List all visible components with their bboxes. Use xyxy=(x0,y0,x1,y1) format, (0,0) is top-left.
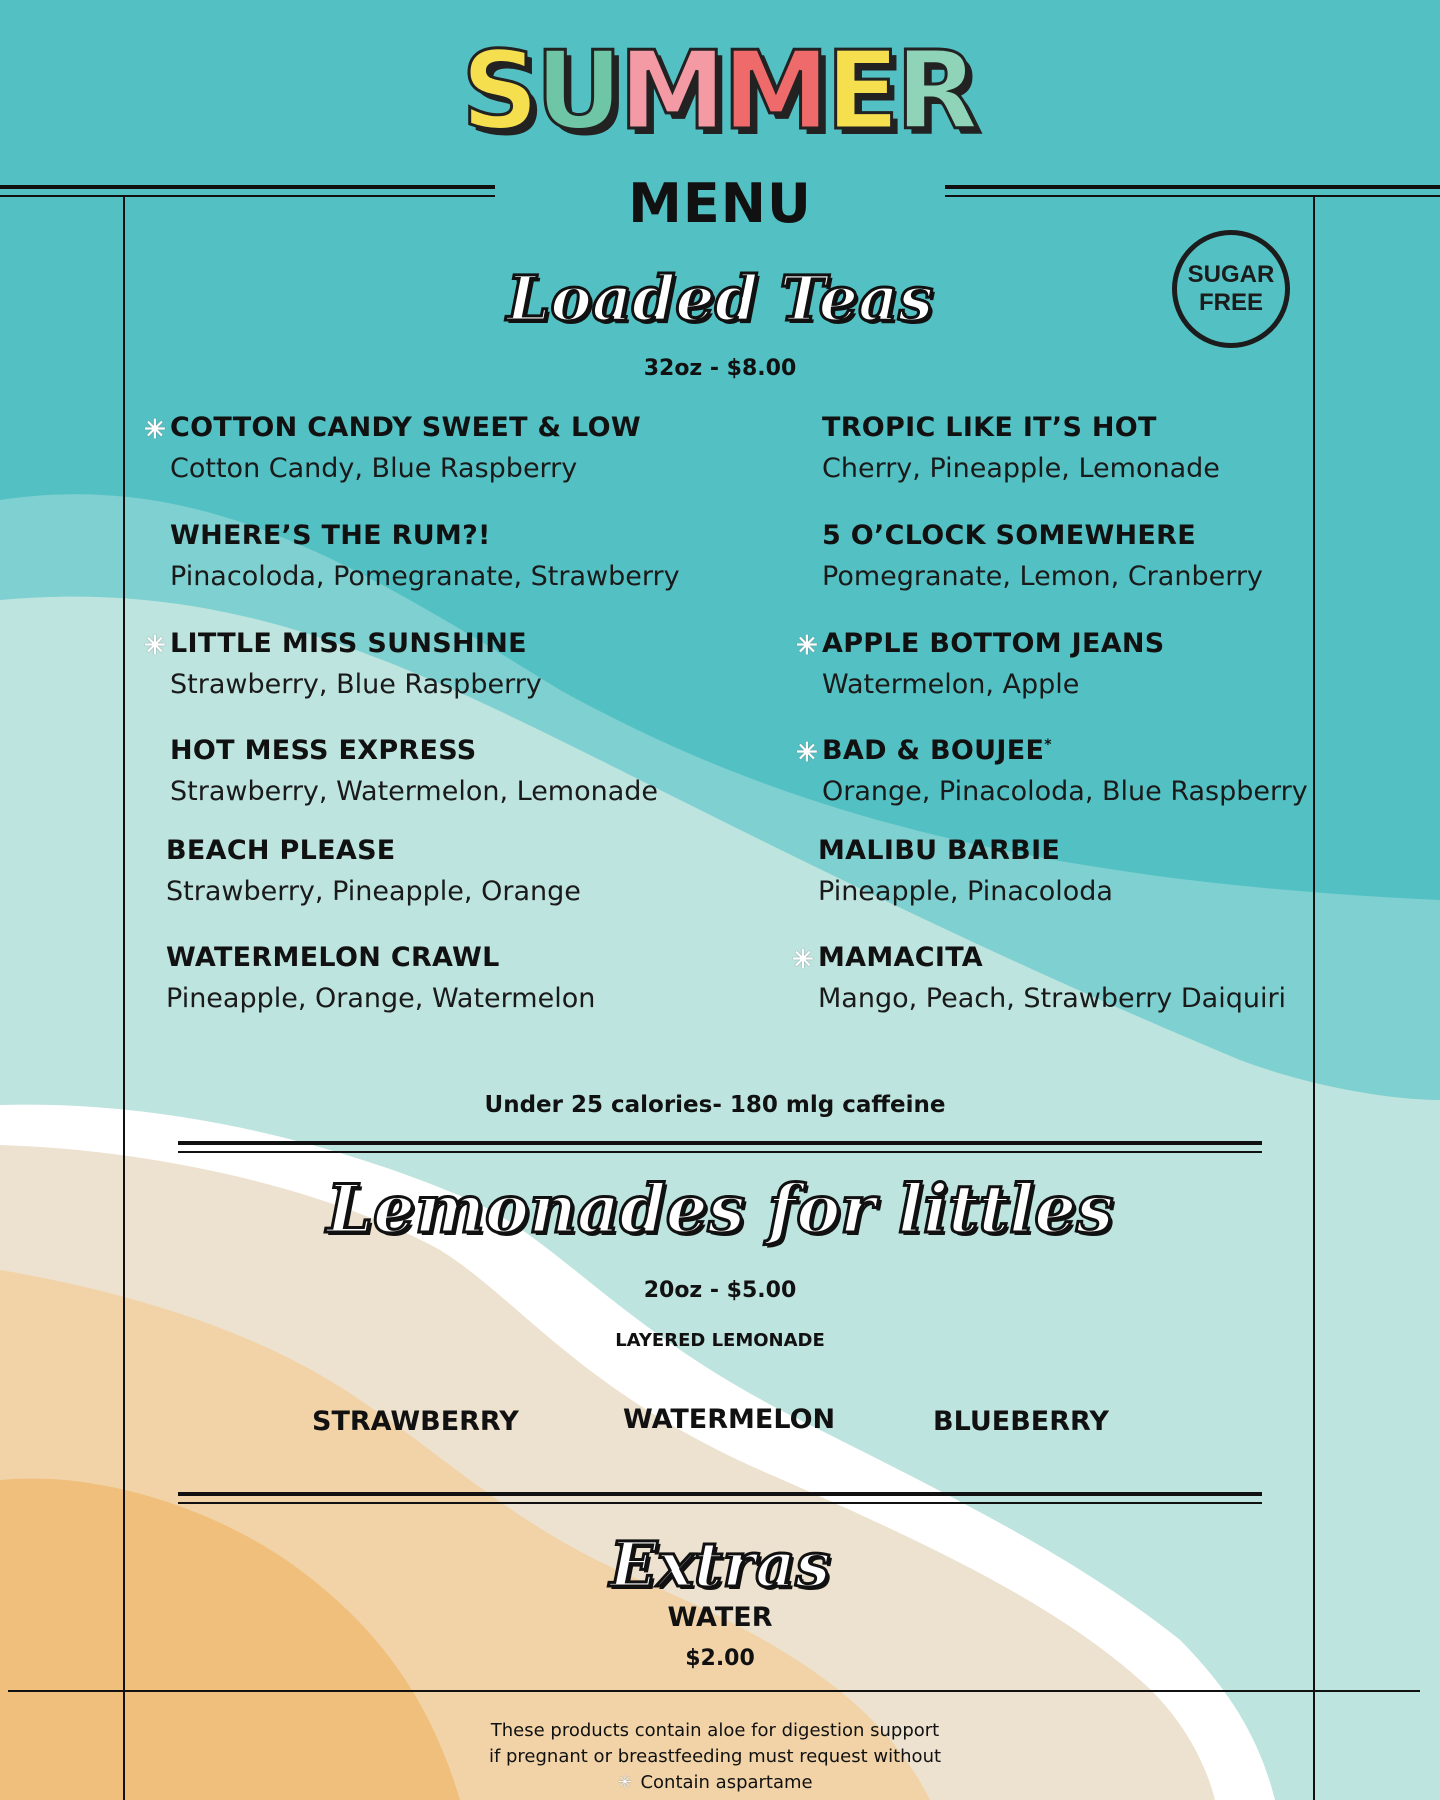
flavor-strawberry: STRAWBERRY xyxy=(312,1406,519,1437)
item-name: MAMACITA xyxy=(818,942,984,973)
item-desc: Orange, Pinacoloda, Blue Raspberry xyxy=(822,776,1308,807)
aspartame-star-icon: ✳ xyxy=(144,414,166,444)
footer-line2: if pregnant or breastfeeding must request without xyxy=(488,1746,942,1768)
menu-item xyxy=(796,735,1308,807)
title-letter: M xyxy=(618,29,727,154)
item-name: TROPIC LIKE IT’S HOT xyxy=(822,412,1157,443)
title-letter: U xyxy=(535,29,623,154)
extras-heading: Extras xyxy=(609,1528,831,1601)
menu-item xyxy=(796,628,1165,700)
footer-line3-row xyxy=(0,1770,1430,1796)
lemonades-price: 20oz - $5.00 xyxy=(643,1278,797,1303)
footer-line1: These products contain aloe for digestion support xyxy=(490,1720,940,1741)
menu-item xyxy=(170,520,680,592)
menu-item xyxy=(822,520,1263,592)
item-desc: Pineapple, Pinacoloda xyxy=(818,876,1113,907)
extras-item: WATER xyxy=(667,1602,773,1633)
divider-1-thin xyxy=(178,1151,1262,1153)
extras-price: $2.00 xyxy=(685,1646,755,1671)
item-desc: Cotton Candy, Blue Raspberry xyxy=(170,453,578,484)
menu-item xyxy=(170,735,658,807)
item-name-sup: * xyxy=(1044,737,1052,753)
item-name: 5 O’CLOCK SOMEWHERE xyxy=(822,520,1197,551)
item-desc: Pineapple, Orange, Watermelon xyxy=(166,983,596,1014)
title-letter: R xyxy=(895,29,979,154)
aspartame-star-icon: ✳ xyxy=(796,630,818,660)
title-letter: S xyxy=(461,29,540,154)
item-desc: Cherry, Pineapple, Lemonade xyxy=(822,453,1220,484)
menu-item xyxy=(822,412,1220,484)
item-desc: Mango, Peach, Strawberry Daiquiri xyxy=(818,983,1287,1014)
aspartame-star-icon: ✳ xyxy=(792,944,814,974)
flavor-blueberry: BLUEBERRY xyxy=(933,1406,1109,1437)
divider-1 xyxy=(178,1141,1262,1145)
menu-item xyxy=(144,628,542,700)
divider-2-thin xyxy=(178,1502,1262,1504)
title-letter: E xyxy=(825,29,900,154)
menu-item xyxy=(166,942,595,1014)
divider-2 xyxy=(178,1492,1262,1496)
aspartame-star-icon: ✳ xyxy=(144,630,166,660)
item-name: HOT MESS EXPRESS xyxy=(170,735,477,766)
item-desc: Pomegranate, Lemon, Cranberry xyxy=(822,561,1263,592)
item-name: APPLE BOTTOM JEANS xyxy=(822,628,1165,659)
item-name-text: BAD & BOUJEE xyxy=(822,735,1045,766)
badge-line1: SUGAR xyxy=(1187,261,1275,289)
menu-subtitle: MENU xyxy=(628,172,812,235)
item-name xyxy=(822,735,1308,766)
lemonades-heading: Lemonades for littles xyxy=(326,1170,1114,1248)
summer-title xyxy=(0,29,1440,154)
title-letter: M xyxy=(722,29,830,154)
footer-line3: Contain aspartame xyxy=(640,1772,813,1794)
item-name: MALIBU BARBIE xyxy=(818,835,1061,866)
menu-item xyxy=(166,835,581,907)
item-name: WATERMELON CRAWL xyxy=(166,942,500,973)
item-name: COTTON CANDY SWEET & LOW xyxy=(170,412,641,443)
badge-line2: FREE xyxy=(1198,289,1263,316)
menu-item xyxy=(818,835,1113,907)
item-desc: Strawberry, Watermelon, Lemonade xyxy=(170,776,659,807)
aspartame-star-icon: ✳ xyxy=(796,737,818,767)
loaded-teas-heading: Loaded Teas xyxy=(506,262,934,335)
item-name: WHERE’S THE RUM?! xyxy=(170,520,491,551)
item-desc: Watermelon, Apple xyxy=(822,669,1080,700)
loaded-teas-price: 32oz - $8.00 xyxy=(643,356,797,381)
item-name: BEACH PLEASE xyxy=(166,835,396,866)
item-desc: Strawberry, Pineapple, Orange xyxy=(166,876,581,907)
lemonades-subheading: LAYERED LEMONADE xyxy=(615,1330,825,1351)
menu-item xyxy=(144,412,641,484)
menu-item xyxy=(792,942,1287,1014)
item-desc: Pinacoloda, Pomegranate, Strawberry xyxy=(170,561,680,592)
calorie-note: Under 25 calories- 180 mlg caffeine xyxy=(484,1092,946,1118)
aspartame-star-icon: ✳ xyxy=(617,1772,633,1794)
item-name: LITTLE MISS SUNSHINE xyxy=(170,628,527,659)
footer-rule xyxy=(8,1690,1420,1692)
footer-notes xyxy=(0,1718,1430,1796)
item-desc: Strawberry, Blue Raspberry xyxy=(170,669,542,700)
flavor-watermelon: WATERMELON xyxy=(623,1404,836,1435)
